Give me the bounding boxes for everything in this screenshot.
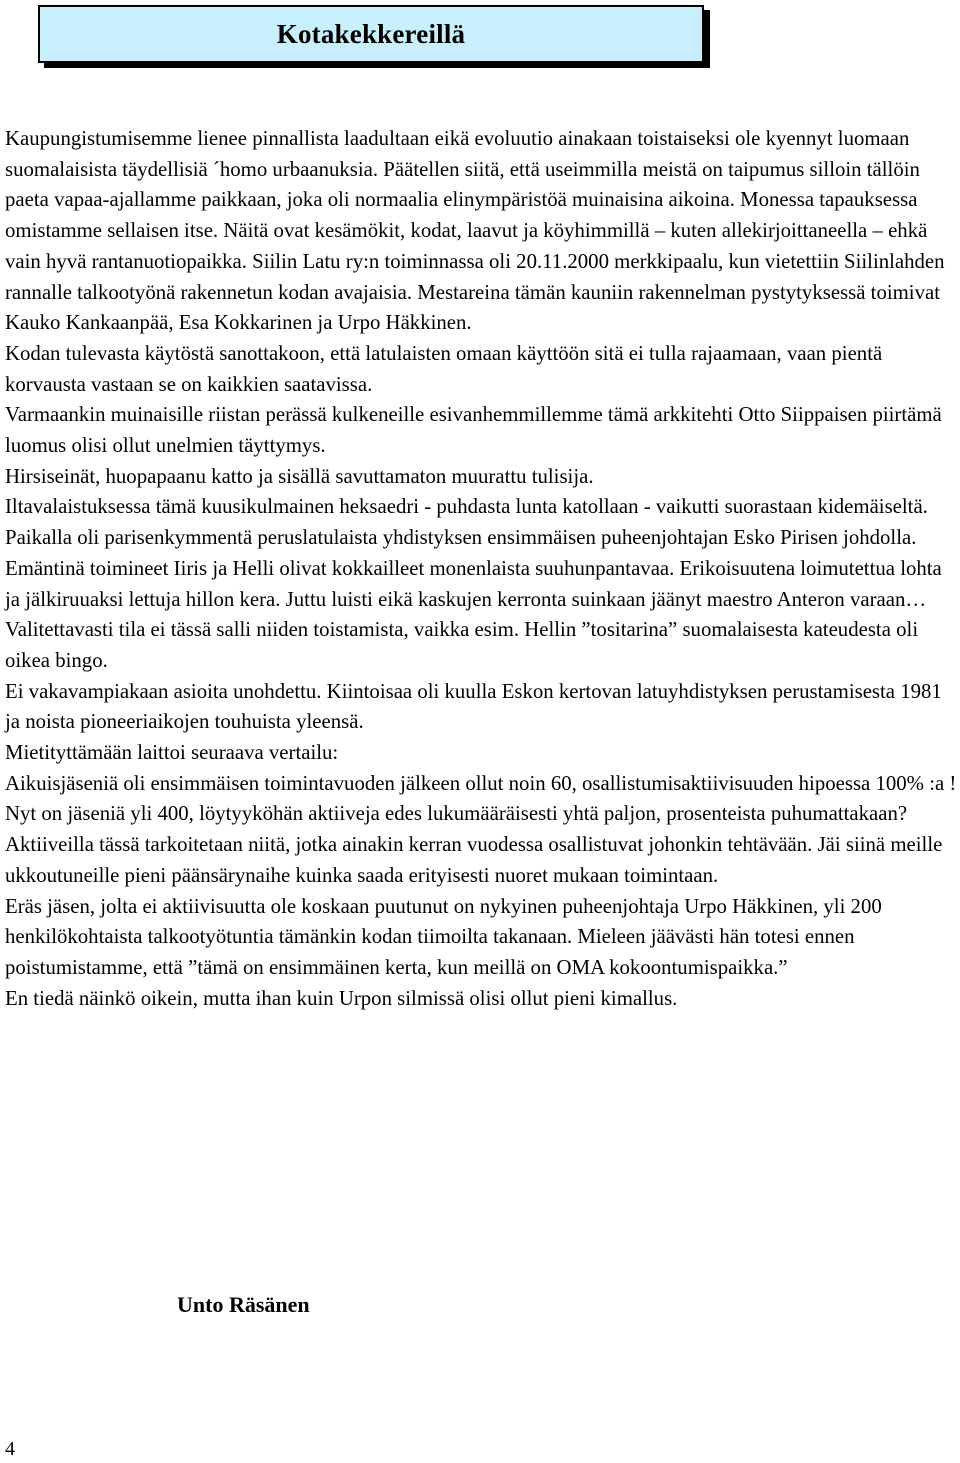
page-title: Kotakekkereillä	[276, 18, 466, 49]
paragraph-gathering: Paikalla oli parisenkymmentä peruslatulaista yhdistyksen ensimmäisen puheenjohtajan Esko Pirisen johdolla. Emäntinä toimineet Iiris ja Helli olivat kokkailleet monenlaista suuhunpantavaa. Erikoisuutena loimutettua lohta ja jälkiruuaksi lettuja hillon kera. Juttu luisti eikä kaskujen kerronta suinkaan jäänyt maestro Anteron varaan… Valitettavasti tila ei tässä salli niiden toistamista, vaikka esim. Hellin ”tositarina” suomalaisesta kateudesta oli oikea bingo.	[5, 526, 942, 672]
paragraph-comparison-intro: Mietityttämään laittoi seuraava vertailu:	[5, 741, 339, 765]
paragraph-usage: Kodan tulevasta käytöstä sanottakoon, että latulaisten omaan käyttöön sitä ei tulla rajaamaan, vaan pientä korvausta vastaan se on kaikkien saatavissa.	[5, 341, 883, 396]
paragraph-intro: Kaupungistumisemme lienee pinnallista laadultaan eikä evoluutio ainakaan toistaiseksi ole kyennyt luomaan suomalaisista täydellisiä ´homo urbaanuksia. Päätellen siitä, että useimmilla meistä on taipumus silloin tällöin paeta vapaa-ajallamme paikkaan, joka oli normaalia elinympäristöä muinaisina aikoina. Monessa tapauksessa omistamme sellaisen itse. Näitä ovat kesämökit, kodat, laavut ja köyhimmillä – kuten allekirjoittaneella – ehkä vain hyvä rantanuotiopaikka. Siilin Latu ry:n toiminnassa oli 20.11.2000 merkkipaalu, kun vietettiin Siilinlahden rannalle talkootyönä rakennetun kodan avajaisia. Mestareina tämän kauniin rakennelman pystytyksessä toimivat Kauko Kankaanpää, Esa Kokkarinen ja Urpo Häkkinen.	[5, 127, 945, 335]
title-box	[38, 5, 704, 63]
paragraph-architect: Varmaankin muinaisille riistan perässä kulkeneille esivanhemmillemme tämä arkkitehti Otto Siippaisen piirtämä luomus olisi ollut unelmien täyttymys.	[5, 403, 942, 458]
paragraph-comparison: Aikuisjäseniä oli ensimmäisen toimintavuoden jälkeen ollut noin 60, osallistumisaktiivisuuden hipoessa 100% :a ! Nyt on jäseniä yli 400, löytyyköhän aktiiveja edes lukumääräisesti yhtä paljon, prosenteista puhumattakaan? Aktiiveilla tässä tarkoitetaan niitä, jotka ainakin kerran vuodessa osallistuvat johonkin tehtävään. Jäi siinä meille ukkoutuneille pieni päänsärynaihe kuinka saada erityisesti nuoret mukaan toimintaan.	[5, 771, 957, 887]
paragraph-lighting: Iltavalaistuksessa tämä kuusikulmainen heksaedri - puhdasta lunta katollaan - vaikutti suorastaan kidemäiseltä.	[5, 495, 928, 519]
article-body	[5, 124, 957, 1014]
paragraph-structure: Hirsiseinät, huopapaanu katto ja sisällä savuttamaton muurattu tulisija.	[5, 464, 594, 488]
paragraph-closing: En tiedä näinkö oikein, mutta ihan kuin Urpon silmissä olisi ollut pieni kimallus.	[5, 986, 678, 1010]
page-number: 4	[5, 1438, 15, 1460]
paragraph-chairman: Eräs jäsen, jolta ei aktiivisuutta ole koskaan puutunut on nykyinen puheenjohtaja Urpo Häkkinen, yli 200 henkilökohtaista talkootyötuntia tämänkin kodan tiimoilta takanaan. Mieleen jäävästi hän totesi ennen poistumistamme, että ”tämä on ensimmäinen kerta, kun meillä on OMA kokoontumispaikka.”	[5, 894, 882, 979]
author-signature: Unto Räsänen	[177, 1292, 310, 1317]
paragraph-history: Ei vakavampiakaan asioita unohdettu. Kiintoisaa oli kuulla Eskon kertovan latuyhdistyksen perustamisesta 1981 ja noista pioneeriaikojen touhuista yleensä.	[5, 679, 942, 734]
